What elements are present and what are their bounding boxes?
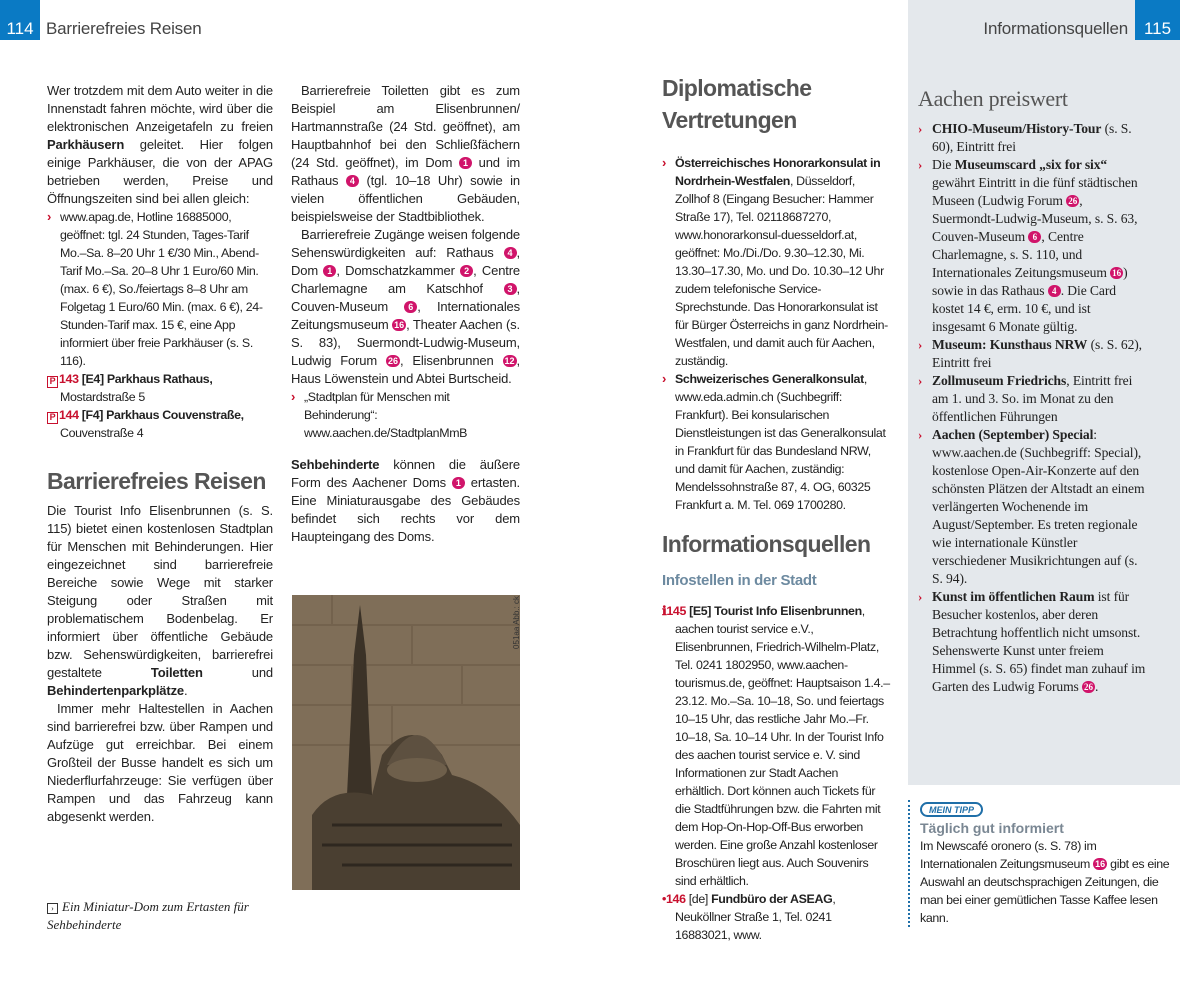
list-item (918, 588, 1146, 696)
sight-number-badge: 16 (394, 320, 405, 330)
sight-number-badge: 1 (323, 265, 336, 277)
poi-marker (662, 892, 686, 906)
section-heading: Barrierefreies Reisen (47, 468, 266, 494)
sight-number-badge: 26 (1084, 682, 1094, 692)
text-run: , Domschatzkammer (336, 263, 461, 278)
paragraph (291, 456, 520, 546)
chevron-right-icon: › (918, 157, 923, 172)
poi-number: 146 (666, 892, 686, 906)
text-run: , Elisenbrunnen (400, 353, 503, 368)
list-item (918, 120, 1146, 156)
text-run: und (202, 665, 273, 680)
text-run: geleitet. Hier folgen einige Parkhäuser, die von der APAG betrieben werden, Preise und Öffnungszeiten sind bei allen gleich: (47, 137, 273, 206)
info-icon: ℹ (662, 604, 667, 618)
text-run: Die Tourist Info Elisenbrunnen (s. S. 115) bietet einen kostenlosen Stadtplan für Menschen mit Behinderungen. Hier eingezeichnet sind barrierefreie Bereiche sowie Wege mit starker Steigung oder Straßen mit problematischem Bodenbelag. Er informiert über öffentliche Gebäude bzw. Sehenswürdigkeiten, barrierefrei gestaltete (47, 503, 273, 680)
column-1 (47, 82, 273, 826)
text-run: . Die Card kostet 14 €, erm. 10 €, und ist insgesamt 6 Monate gültig. (932, 283, 1116, 334)
poi-number: 144 (59, 408, 79, 422)
cathedral-model-photo (292, 595, 520, 890)
bold-text: Museumscard „six for six“ (954, 157, 1108, 172)
sight-number-badge: 1 (459, 157, 472, 169)
poi-marker (662, 604, 686, 618)
text-run: , Neuköllner Straße 1, Tel. 0241 16883021, www. (675, 892, 836, 942)
poi-entry (47, 406, 273, 442)
column-2 (291, 82, 520, 546)
parking-icon: P (47, 376, 58, 388)
page-number-right: 115 (1135, 0, 1180, 40)
list-item (918, 372, 1146, 426)
text-run: (s. S. 62), Eintritt frei (932, 337, 1142, 370)
chevron-right-icon: › (918, 589, 923, 604)
paragraph (291, 82, 520, 226)
chevron-right-icon: › (47, 209, 51, 224)
paragraph (47, 502, 273, 700)
spacer (662, 514, 890, 528)
bold-text: Aachen (September) Special (932, 427, 1094, 442)
list-item (291, 388, 520, 442)
text-run: , www.eda.admin.ch (Suchbegriff: Frankfurt). Bei konsularischen Dienstleistungen ist das Generalkonsulat in Frankfurt für das Bundesland NRW, und damit für Aachen, zuständig: Mendelssohnstraße 87, 4. OG, 60325 Frankfurt a. M. Tel. 069 1700280. (675, 372, 886, 512)
chevron-right-icon: › (291, 389, 295, 404)
poi-marker (47, 372, 79, 386)
chevron-right-icon: › (918, 427, 923, 442)
paragraph (47, 700, 273, 826)
paragraph (291, 226, 520, 388)
poi-marker (47, 408, 79, 422)
bold-text: Parkhäusern (47, 137, 125, 152)
running-head-left: Barrierefreies Reisen (46, 19, 202, 38)
sight-number-badge: 1 (452, 477, 465, 489)
section-heading: Infostellen in der Stadt (662, 572, 817, 589)
poi-entry (662, 890, 890, 944)
tip-box (908, 800, 1170, 927)
running-head-right: Informationsquellen (983, 19, 1128, 38)
list-item (918, 426, 1146, 588)
text-run: gibt es eine Auswahl an deutschsprachigen Zeitungen, die man bei einer gemütlichen Tasse Kaffee lesen kann. (920, 857, 1170, 925)
section-heading: Informationsquellen (662, 531, 871, 557)
bold-text: Schweizerisches Generalkonsulat (675, 372, 864, 386)
text-run: , Couven-Museum (291, 281, 520, 314)
sight-number-badge: 26 (387, 356, 398, 366)
bold-text: Fundbüro der ASEAG (711, 892, 833, 906)
text-run: , aachen tourist service e.V., Elisenbrunnen, Friedrich-Wilhelm-Platz, Tel. 0241 1802950, www.aachen-tourismus.de, geöffnet: Hauptsaison 1.4.–23.12. Mo.–Sa. 10–18, So. und feiertags 10–15 Uhr, das restliche Jahr Mo.–Fr. 10–18, Sa. 10–14 Uhr. In der Tourist Info des aachen tourist service e. V. sind Informationen zur Stadt Aachen erhältlich. Dort können auch Tickets für die Stadtführungen bzw. die Fahrten mit dem Hop-On-Hop-Off-Bus erworben werden. Eine große Anzahl kostenloser Broschüren liegt aus. Auch Souvenirs sind erhältlich. (675, 604, 890, 888)
poi-entry (662, 602, 890, 890)
chevron-right-icon: › (918, 337, 923, 352)
sight-number-badge: 12 (504, 356, 515, 366)
bold-text: Sehbehinderte (291, 457, 380, 472)
bold-text: [E4] Parkhaus Rathaus, (78, 372, 213, 386)
text-run: ist für Besucher kostenlos, aber deren Betrachtung hoffentlich nicht umsonst. Sehenswerte Kunst unter freiem Himmel (s. S. 65) findet man zuhauf im Garten des Ludwig Forums (932, 589, 1146, 694)
section-heading: Diplomatische Vertretungen (662, 75, 812, 133)
photo-caption: › Ein Miniatur-Dom zum Ertasten für Sehbehinderte (47, 899, 249, 932)
bold-text: Museum: Kunsthaus NRW (932, 337, 1088, 352)
text-run: , Suermondt-Ludwig-Museum, s. S. 63, Couven-Museum (932, 193, 1138, 244)
bold-text: Toiletten (150, 665, 203, 680)
bold-text: Zollmuseum Friedrichs (932, 373, 1067, 388)
text-run: ) sowie in das Rathaus (932, 265, 1128, 298)
text-run: (s. S. 60), Eintritt frei (932, 121, 1132, 154)
photo-credit: 051aa Abb.: ck (512, 596, 521, 649)
column-4 (918, 86, 1146, 696)
text-run: gewährt Eintritt in die fünf städtischen Museen (Ludwig Forum (932, 175, 1138, 208)
poi-number: 145 (666, 604, 686, 618)
text-run: Im Newscafé oronero (s. S. 78) im Internationalen Zeitungsmuseum (920, 839, 1097, 871)
paragraph (47, 82, 273, 208)
text-run: Barrierefreie Zugänge weisen folgende Sehenswürdigkeiten auf: Rathaus (291, 227, 520, 260)
text-run: Barrierefreie Toiletten gibt es zum Beispiel am Elisenbrunnen/ Hartmannstraße (24 Std. geöffnet), am Hauptbahnhof bei den Schließfächern (24 Std. geöffnet), im Dom (291, 83, 520, 170)
text-run: , Eintritt frei am 1. und 3. So. im Monat zu den öffentlichen Führungen (932, 373, 1133, 424)
chevron-right-icon: › (918, 373, 923, 388)
text-run: [de] (685, 892, 712, 906)
text-run: . (184, 683, 188, 698)
text-run: , Düsseldorf, Zollhof 8 (Eingang Besucher: Hammer Straße 17), Tel. 02118687270, www.honorarkonsul-duesseldorf.at, geöffnet: Mo./Di./Do. 9.30–12.30, Mi. 13.30–17.30, Mo. und Do. 10.30–12 Uhr zudem telefonische Service-Sprechstunde. Das Honorarkonsulat ist für Bürger Österreichs in ganz Nordrhein-Westfalen, und damit auch für Aachen, zuständig. (675, 174, 888, 368)
text-run: : www.aachen.de (Suchbegriff: Special), kostenlose Open-Air-Konzerte auf den schönsten Plätzen der Altstadt an einem verlängerten Wochenende im August/September. Es treten regionale wie internationale Künstler verschiedener Musikrichtungen auf (s. S. 94). (932, 427, 1145, 586)
bold-text: Behindertenparkplätze (47, 683, 184, 698)
tip-text (920, 837, 1170, 927)
text-run: (tgl. 10–18 Uhr) sowie in vielen öffentlichen Gebäuden, beispielsweise der Stadtbibliothek. (291, 173, 520, 224)
text-run: , Centre Charlemagne, s. S. 110, und Internationales Zeitungsmuseum (932, 229, 1111, 280)
text-run: . (1095, 679, 1099, 694)
list-item (47, 208, 273, 370)
sight-number-badge: 4 (1048, 285, 1061, 297)
text-run: , Haus Löwenstein und Abtei Burtscheid. (291, 353, 520, 386)
spacer (291, 442, 520, 456)
column-3 (662, 72, 890, 944)
bold-text: [F4] Parkhaus Couvenstraße, (78, 408, 244, 422)
chevron-right-icon: › (662, 371, 666, 386)
sight-number-badge: 16 (1095, 859, 1106, 869)
chevron-right-icon: › (662, 155, 666, 170)
list-item (662, 154, 890, 370)
text-run: Wer trotzdem mit dem Auto weiter in die Innenstadt fahren möchte, wird über die elektronischen Anzeigetafeln zu freien (47, 83, 273, 134)
sight-number-badge: 2 (460, 265, 473, 277)
list-item (918, 336, 1146, 372)
photo-reference-icon: › (47, 903, 58, 914)
text-run: Couvenstraße 4 (60, 426, 144, 440)
text-run: Die (932, 157, 955, 172)
text-run: ertasten. Eine Miniaturausgabe des Gebäudes befindet sich rechts vor dem Haupteingang des Doms. (291, 475, 520, 544)
mein-tipp-badge: MEIN TIPP (920, 802, 983, 817)
parking-icon: P (47, 412, 58, 424)
text-run: , Dom (291, 245, 520, 278)
text-run: , Internationales Zeitungsmuseum (291, 299, 520, 332)
text-run: www.apag.de, Hotline 16885000, geöffnet: tgl. 24 Stunden, Tages-Tarif Mo.–Sa. 8–20 Uhr 1 €/30 Min., Abend-Tarif Mo.–Sa. 20–8 Uhr 1 Euro/60 Min. (max. 6 €), So./feiertags 8–8 Uhr am Folgetag 1 Euro/60 Min. (max. 6 €), 24-Stunden-Tarif max. 15 €, eine App informiert über freie Parkhäuser (s. S. 116). (60, 210, 263, 368)
list-item (918, 156, 1146, 336)
tip-title: Täglich gut informiert (920, 820, 1064, 836)
section-heading: Aachen preiswert (918, 86, 1068, 111)
bold-text: Österreichisches Honorarkonsulat in Nordrhein-Westfalen (675, 156, 881, 188)
sight-number-badge: 4 (504, 247, 517, 259)
text-run: Mostardstraße 5 (60, 390, 145, 404)
text-run: Immer mehr Haltestellen in Aachen sind barrierefrei bzw. über Rampen und Aufzüge gut erreichbar. Bei einem Großteil der Busse handelt es sich um Niederflurfahrzeuge: Sie verfügen über Rampen und das Fahrzeug kann abgesenkt werden. (47, 701, 273, 824)
list-item (662, 370, 890, 514)
text-run: können die äußere Form des Aachener Doms (291, 457, 520, 490)
bold-text: [E5] Tourist Info Elisenbrunnen (685, 604, 862, 618)
sight-number-badge: 6 (1028, 231, 1041, 243)
text-run: , Centre Charlemagne am Katschhof (291, 263, 520, 296)
poi-entry (47, 370, 273, 406)
text-run: „Stadtplan für Menschen mit Behinderung“: www.aachen.de/StadtplanMmB (304, 390, 468, 440)
text-run: , Theater Aachen (s. S. 83), Suermondt-Ludwig-Museum, Ludwig Forum (291, 317, 520, 368)
poi-number: 143 (59, 372, 79, 386)
text-run: und im Rathaus (291, 155, 520, 188)
bold-text: CHIO-Museum/History-Tour (932, 121, 1102, 136)
sight-number-badge: 16 (1112, 268, 1122, 278)
bold-text: Kunst im öffentlichen Raum (932, 589, 1095, 604)
sight-number-badge: 3 (504, 283, 517, 295)
dot-icon: • (662, 892, 666, 906)
chevron-right-icon: › (918, 121, 923, 136)
sight-number-badge: 6 (404, 301, 417, 313)
sight-number-badge: 26 (1068, 196, 1078, 206)
sight-number-badge: 4 (346, 175, 359, 187)
page-number-left: 114 (0, 0, 40, 40)
